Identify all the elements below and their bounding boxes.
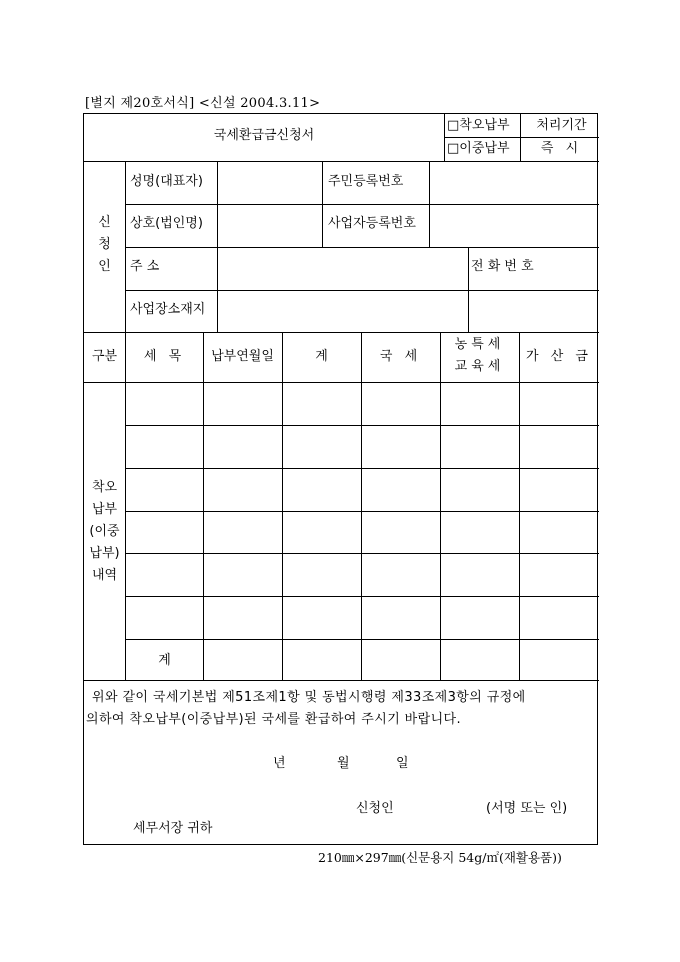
divider <box>84 680 599 681</box>
checkbox-label: 이중납부 <box>459 141 510 156</box>
checkbox-erroneous-payment[interactable] <box>447 118 510 134</box>
divider <box>217 161 218 332</box>
divider <box>440 332 441 680</box>
checkbox-label: 착오납부 <box>459 118 510 133</box>
address-field[interactable] <box>217 247 467 290</box>
divider <box>125 161 126 680</box>
date-day-label: 일 <box>396 756 409 771</box>
date-year-label: 년 <box>273 756 286 771</box>
divider <box>444 114 445 161</box>
divider <box>282 332 283 680</box>
rrn-label: 주민등록번호 <box>328 174 404 189</box>
signature-instruction: (서명 또는 인) <box>486 801 568 816</box>
applicant-signature-label: 신청인 <box>356 801 394 816</box>
address-label: 주 소 <box>130 259 160 274</box>
phone-field[interactable] <box>468 290 599 332</box>
header-payment-date: 납부연월일 <box>211 349 274 364</box>
detail-section-label-1: 착오 <box>91 480 118 495</box>
divider <box>84 161 599 162</box>
divider <box>468 247 469 332</box>
divider <box>125 511 599 512</box>
company-label: 상호(법인명) <box>130 216 203 231</box>
brn-label: 사업자등록번호 <box>328 216 416 231</box>
declaration-line-1: 위와 같이 국세기본법 제51조제1항 및 동법시행령 제33조제3항의 규정에 <box>92 690 526 705</box>
divider <box>322 161 323 247</box>
divider <box>429 161 430 247</box>
divider <box>125 596 599 597</box>
total-row-label: 계 <box>158 653 171 668</box>
addressee: 세무서장 귀하 <box>133 821 213 836</box>
divider <box>519 332 520 680</box>
applicant-section-label-3: 인 <box>98 259 111 274</box>
refund-application-form <box>83 113 598 845</box>
divider <box>444 137 599 138</box>
divider <box>203 332 204 680</box>
divider <box>125 204 599 205</box>
divider <box>84 382 599 383</box>
processing-period-value: 즉 시 <box>540 141 583 156</box>
header-category: 구분 <box>91 349 118 364</box>
checkbox-square-icon[interactable]: □ <box>447 141 460 156</box>
divider <box>125 290 599 291</box>
header-total: 계 <box>315 349 328 364</box>
divider <box>125 468 599 469</box>
workplace-label: 사업장소재지 <box>130 302 206 317</box>
form-title: 국세환급금신청서 <box>213 128 315 143</box>
applicant-section-label-1: 신 <box>98 215 111 230</box>
header-additional-tax: 가 산 금 <box>526 349 592 364</box>
header-national-tax: 국 세 <box>379 349 422 364</box>
rrn-field[interactable] <box>429 162 599 204</box>
divider <box>84 332 599 333</box>
date-month-label: 월 <box>337 756 350 771</box>
name-label: 성명(대표자) <box>130 174 203 189</box>
paper-spec: 210㎜×297㎜(신문용지 54g/㎡(재활용품)) <box>318 850 562 865</box>
detail-section-label-5: 내역 <box>91 568 118 583</box>
applicant-section-label-2: 청 <box>98 237 111 252</box>
header-tax-item: 세 목 <box>143 349 186 364</box>
declaration-line-2: 의하여 착오납부(이중납부)된 국세를 환급하여 주시기 바랍니다. <box>86 712 462 727</box>
checkbox-square-icon[interactable]: □ <box>447 118 460 133</box>
header-special-tax: 농특세 <box>454 337 505 352</box>
phone-label: 전 화 번 호 <box>471 259 534 274</box>
detail-section-label-2: 납부 <box>91 502 118 517</box>
brn-field[interactable] <box>429 204 599 247</box>
divider <box>520 114 521 161</box>
divider <box>361 332 362 680</box>
header-education-tax: 교육세 <box>454 359 505 374</box>
checkbox-double-payment[interactable] <box>447 141 510 157</box>
name-field[interactable] <box>217 162 322 204</box>
divider <box>125 425 599 426</box>
divider <box>125 639 599 640</box>
detail-section-label-4: 납부) <box>89 546 120 561</box>
form-number: [별지 제20호서식] <신설 2004.3.11> <box>85 96 321 111</box>
company-field[interactable] <box>217 204 322 247</box>
divider <box>125 553 599 554</box>
detail-section-label-3: (이중 <box>89 524 120 539</box>
processing-period-label: 처리기간 <box>536 118 587 133</box>
divider <box>125 247 599 248</box>
workplace-field[interactable] <box>217 290 467 332</box>
